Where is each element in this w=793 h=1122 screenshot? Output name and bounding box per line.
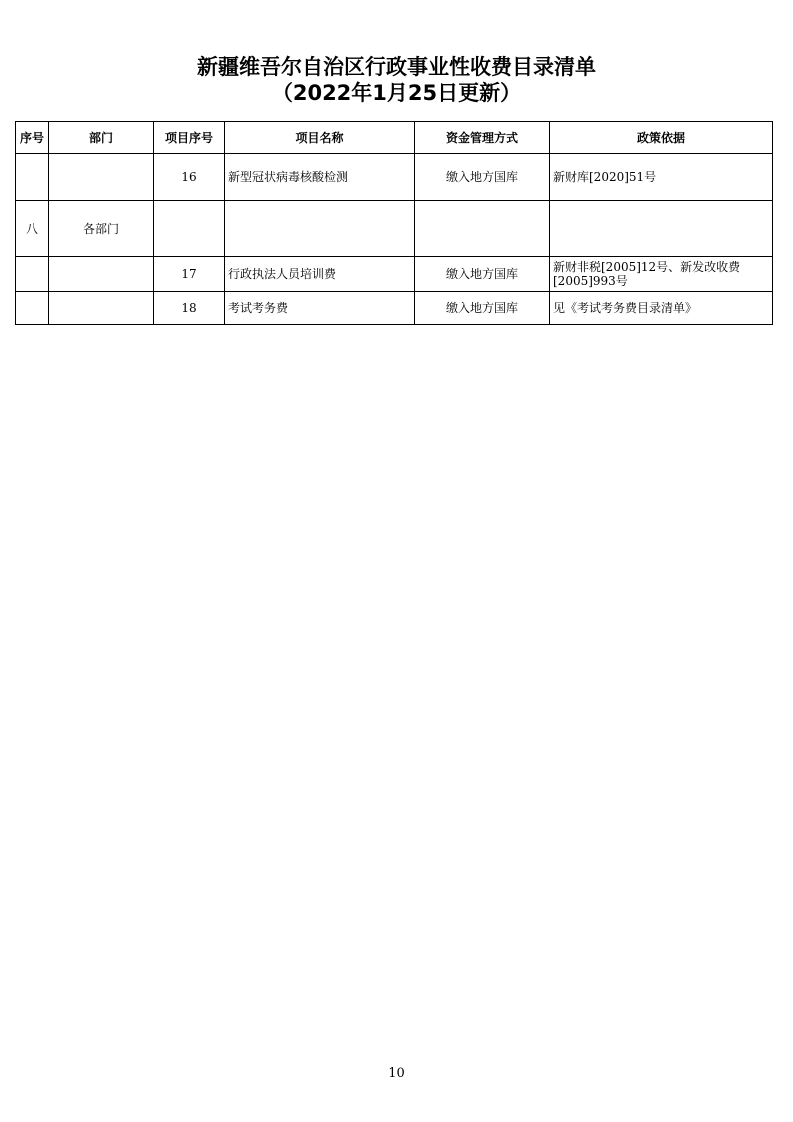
document-subtitle: （2022年1月25日更新）	[271, 81, 522, 105]
header-item-name: 项目名称	[225, 122, 415, 154]
cell-item-name: 新型冠状病毒核酸检测	[225, 154, 415, 201]
cell-department	[49, 292, 154, 325]
cell-item-number: 17	[154, 257, 225, 292]
cell-department	[49, 257, 154, 292]
header-policy-basis: 政策依据	[550, 122, 773, 154]
cell-policy-basis: 新财库[2020]51号	[550, 154, 773, 201]
cell-serial-number	[16, 154, 49, 201]
table-row	[16, 257, 773, 292]
table-row	[16, 292, 773, 325]
cell-item-name: 行政执法人员培训费	[225, 257, 415, 292]
cell-item-name: 考试考务费	[225, 292, 415, 325]
header-item-number: 项目序号	[154, 122, 225, 154]
cell-policy-basis: 新财非税[2005]12号、新发改收费[2005]993号	[550, 257, 773, 292]
cell-policy-basis	[550, 201, 773, 257]
cell-serial-number	[16, 257, 49, 292]
table-header-row	[16, 122, 773, 154]
header-fund-management: 资金管理方式	[415, 122, 550, 154]
cell-serial-number: 八	[16, 201, 49, 257]
cell-fund-management: 缴入地方国库	[415, 154, 550, 201]
cell-serial-number	[16, 292, 49, 325]
cell-fund-management: 缴入地方国库	[415, 292, 550, 325]
table-row	[16, 154, 773, 201]
header-department: 部门	[49, 122, 154, 154]
cell-fund-management: 缴入地方国库	[415, 257, 550, 292]
fee-table	[15, 121, 773, 325]
cell-fund-management	[415, 201, 550, 257]
page-number: 10	[388, 1066, 405, 1081]
cell-item-name	[225, 201, 415, 257]
document-title: 新疆维吾尔自治区行政事业性收费目录清单	[197, 55, 596, 79]
cell-department: 各部门	[49, 201, 154, 257]
cell-policy-basis: 见《考试考务费目录清单》	[550, 292, 773, 325]
cell-item-number: 18	[154, 292, 225, 325]
cell-item-number: 16	[154, 154, 225, 201]
cell-department	[49, 154, 154, 201]
cell-item-number	[154, 201, 225, 257]
header-serial-number: 序号	[16, 122, 49, 154]
table-row	[16, 201, 773, 257]
